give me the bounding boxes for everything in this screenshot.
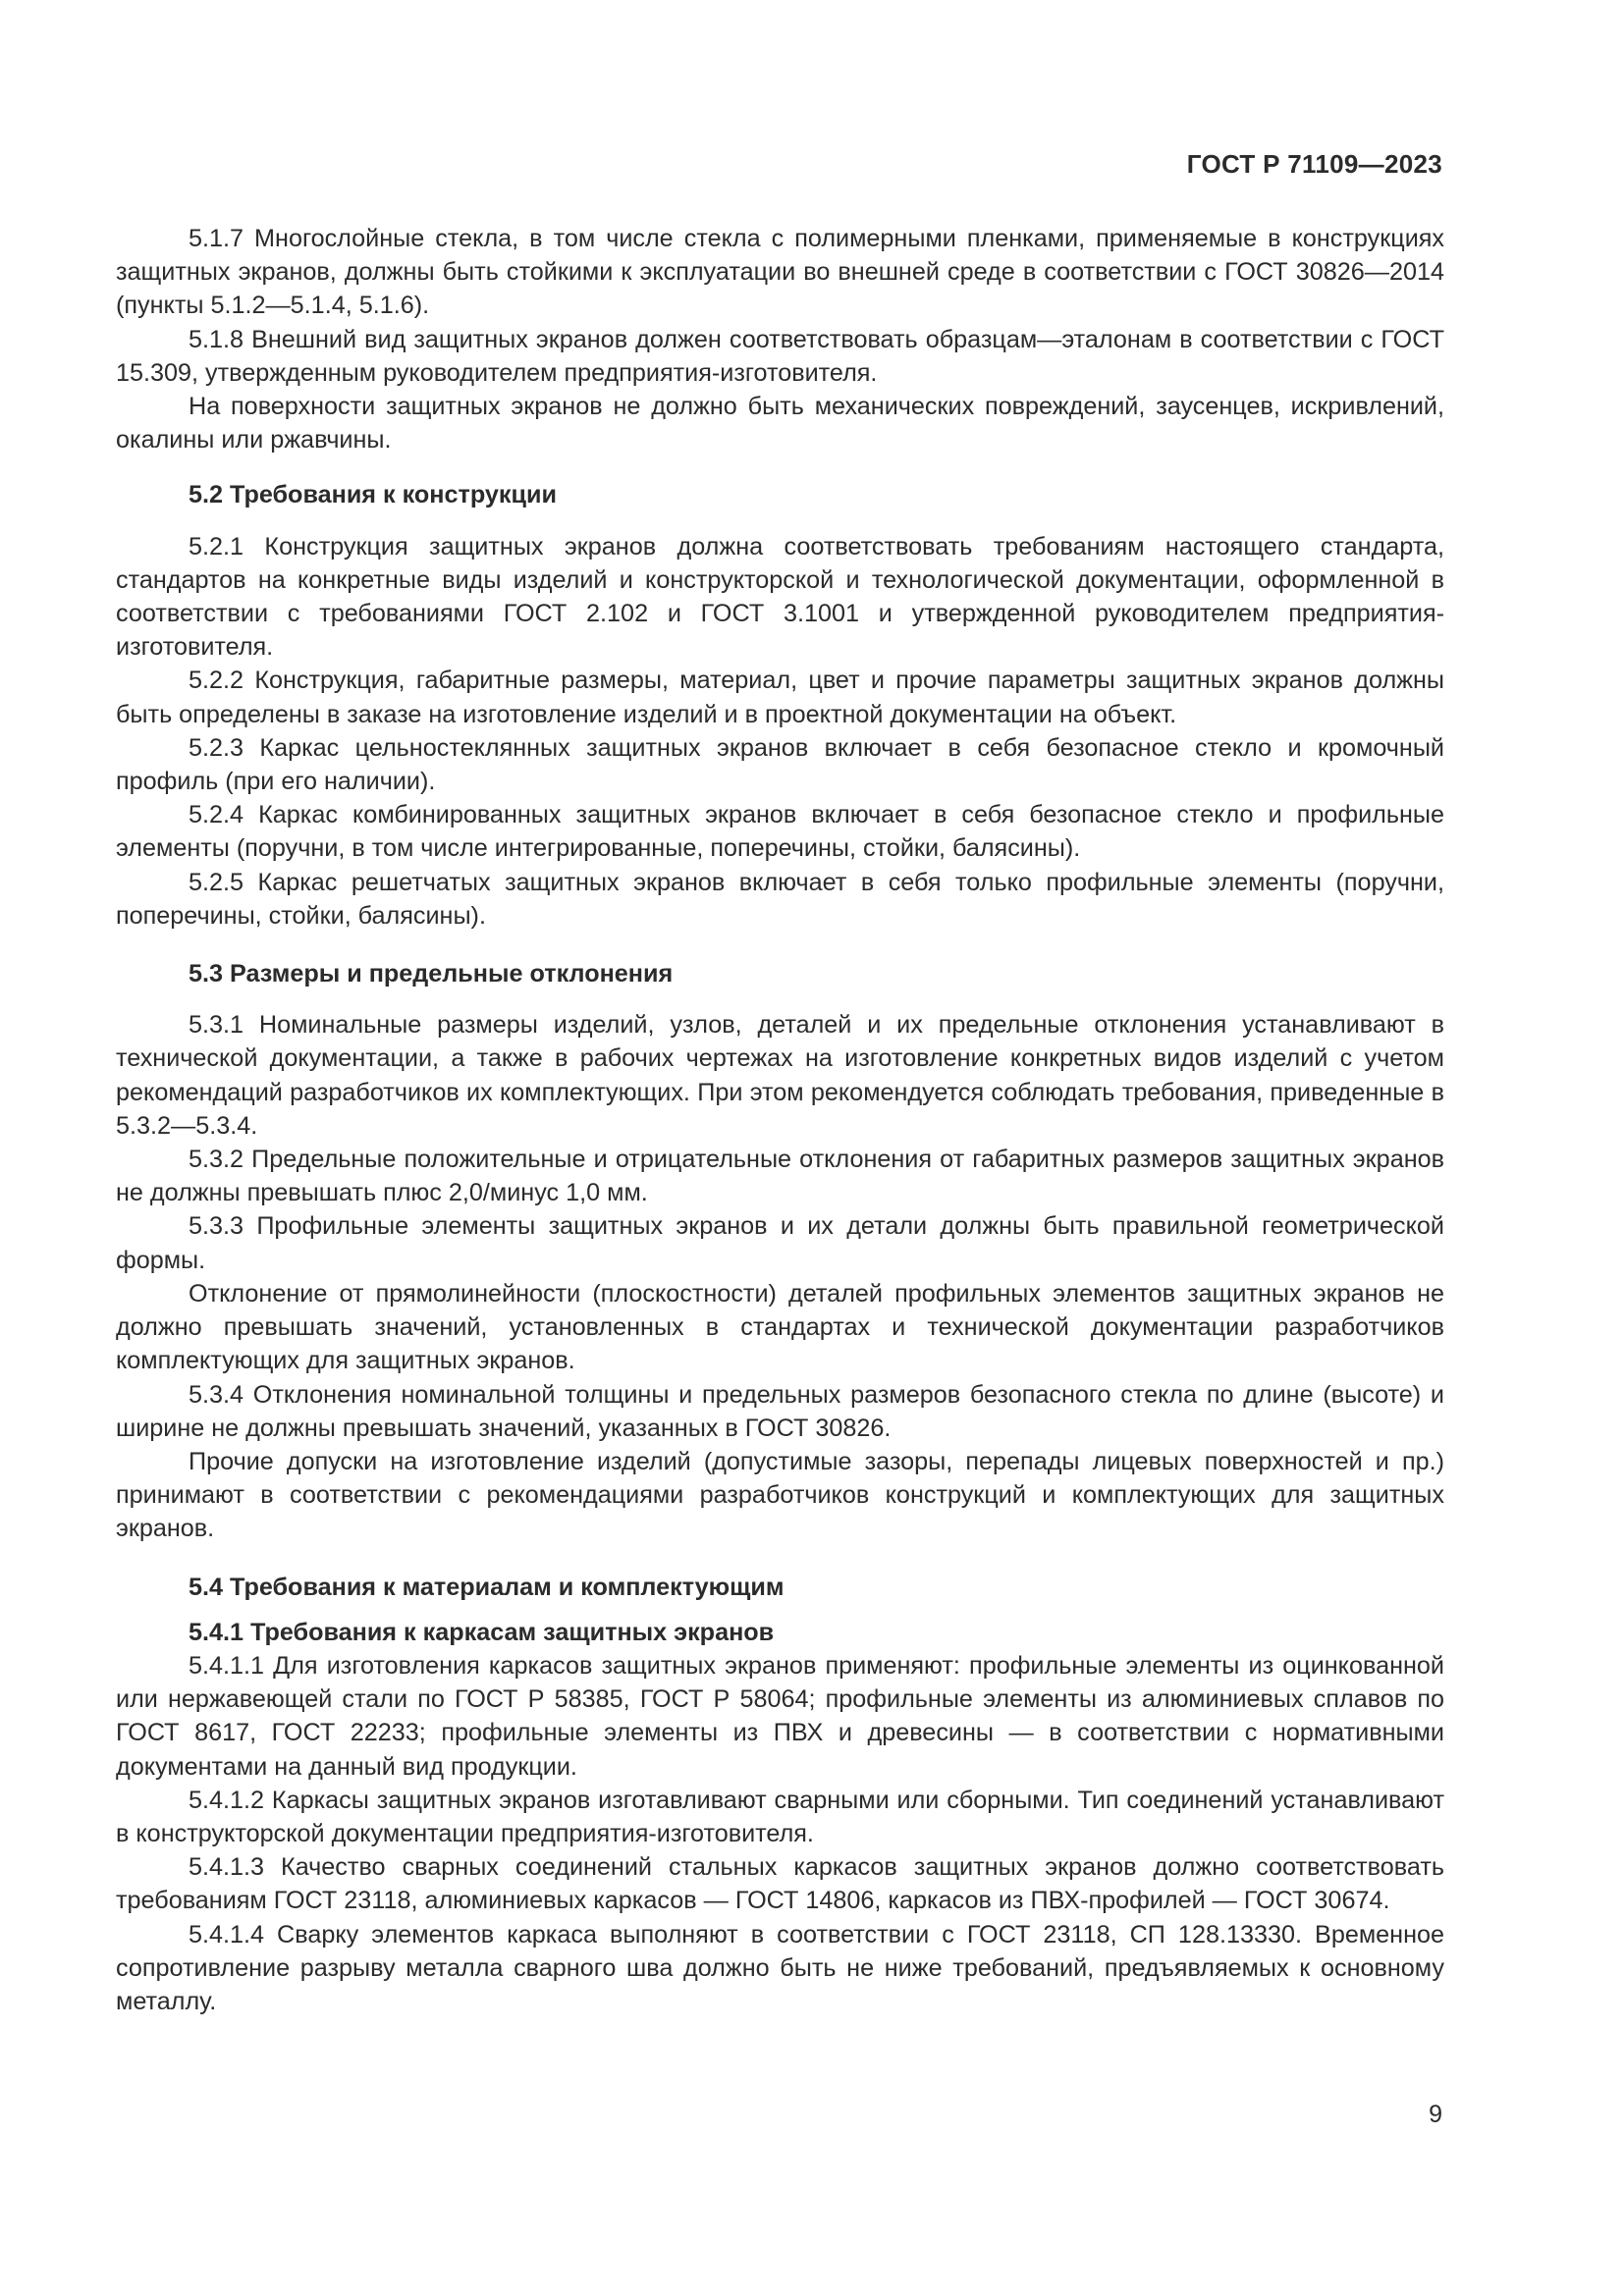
page-number: 9 [1429,2101,1442,2128]
document-body [116,222,1444,2018]
standard-designation: ГОСТ Р 71109—2023 [1186,149,1442,179]
paragraph: 5.2.4 Каркас комбинированных защитных экранов включает в себя безопасное стекло и профильные элементы (поручни, в том числе интегрированные, поперечины, стойки, балясины). [116,801,1444,863]
paragraph: 5.3.2 Предельные положительные и отрицательные отклонения от габаритных размеров защитных экранов не должны превышать плюс 2,0/минус 1,0 мм. [116,1146,1444,1207]
paragraph: 5.2.3 Каркас цельностеклянных защитных экранов включает в себя безопасное стекло и кромочный профиль (при его наличии). [116,733,1444,796]
paragraph: 5.4.1.1 Для изготовления каркасов защитных экранов применяют: профильные элементы из оцинкованной или нержавеющей стали по ГОСТ Р 58385, ГОСТ Р 58064; профильные элементы из алюминиевых сплавов по ГОСТ 8617, ГОСТ 22233; профильные элементы из ПВХ и древесины — в соответствии с нормативными документами на данный вид продукции. [116,1651,1444,1781]
paragraph: 5.4.1.4 Сварку элементов каркаса выполняют в соответствии с ГОСТ 23118, СП 128.13330. Временное сопротивление разрыву металла сварного шва должно быть не ниже требований, предъявляемых к основному металлу. [116,1920,1444,2015]
paragraph: 5.3.3 Профильные элементы защитных экранов и их детали должны быть правильной геометрической формы. [116,1212,1444,1274]
paragraph: На поверхности защитных экранов не должно быть механических повреждений, заусенцев, искривлений, окалины или ржавчины. [116,393,1444,454]
paragraph: 5.3.1 Номинальные размеры изделий, узлов, деталей и их предельные отклонения устанавливают в технической документации, а также в рабочих чертежах на изготовление конкретных видов изделий с учетом рекомендаций разработчиков их комплектующих. При этом рекомендуется соблюдать требования, приведенные в 5.3.2—5.3.4. [116,1011,1444,1140]
paragraph: 5.2.5 Каркас решетчатых защитных экранов включает в себя только профильные элементы (поручни, поперечины, стойки, балясины). [116,868,1444,930]
paragraph: 5.3.4 Отклонения номинальной толщины и предельных размеров безопасного стекла по длине (высоте) и ширине не должны превышать значений, указанных в ГОСТ 30826. [116,1380,1444,1442]
paragraph: Прочие допуски на изготовление изделий (допустимые зазоры, перепады лицевых поверхностей и пр.) принимают в соответствии с рекомендациями разработчиков конструкций и комплектующих для защитных экранов. [116,1447,1444,1543]
paragraph: 5.2.1 Конструкция защитных экранов должна соответствовать требованиям настоящего стандарта, стандартов на конкретные виды изделий и конструкторской и технологической документации, оформленной в соответствии с требованиями ГОСТ 2.102 и ГОСТ 3.1001 и утвержденной руководителем предприятия-изготовителя. [116,532,1444,662]
paragraph: 5.1.7 Многослойные стекла, в том числе стекла с полимерными пленками, применяемые в конструкциях защитных экранов, должны быть стойкими к эксплуатации во внешней среде в соответствии с ГОСТ 30826—2014 (пункты 5.1.2—5.1.4, 5.1.6). [116,225,1444,320]
subsection-heading: 5.4.1 Требования к каркасам защитных экранов [189,1618,775,1646]
paragraph: 5.1.8 Внешний вид защитных экранов должен соответствовать образцам—эталонам в соответствии с ГОСТ 15.309, утвержденным руководителем предприятия-изготовителя. [116,325,1444,387]
section-heading: 5.2 Требования к конструкции [189,481,557,509]
paragraph: 5.4.1.2 Каркасы защитных экранов изготавливают сварными или сборными. Тип соединений устанавливают в конструкторской документации предприятия-изготовителя. [116,1786,1444,1847]
section-heading: 5.3 Размеры и предельные отклонения [189,960,674,988]
paragraph: Отклонение от прямолинейности (плоскостности) деталей профильных элементов защитных экранов не должно превышать значений, установленных в стандартах и технической документации разработчиков комплектующих для защитных экранов. [116,1279,1444,1375]
paragraph: 5.4.1.3 Качество сварных соединений стальных каркасов защитных экранов должно соответствовать требованиям ГОСТ 23118, алюминиевых каркасов — ГОСТ 14806, каркасов из ПВХ-профилей — ГОСТ 30674. [116,1853,1444,1915]
section-heading: 5.4 Требования к материалам и комплектующим [189,1573,785,1601]
paragraph: 5.2.2 Конструкция, габаритные размеры, материал, цвет и прочие параметры защитных экранов должны быть определены в заказе на изготовление изделий и в проектной документации на объект. [116,667,1444,728]
